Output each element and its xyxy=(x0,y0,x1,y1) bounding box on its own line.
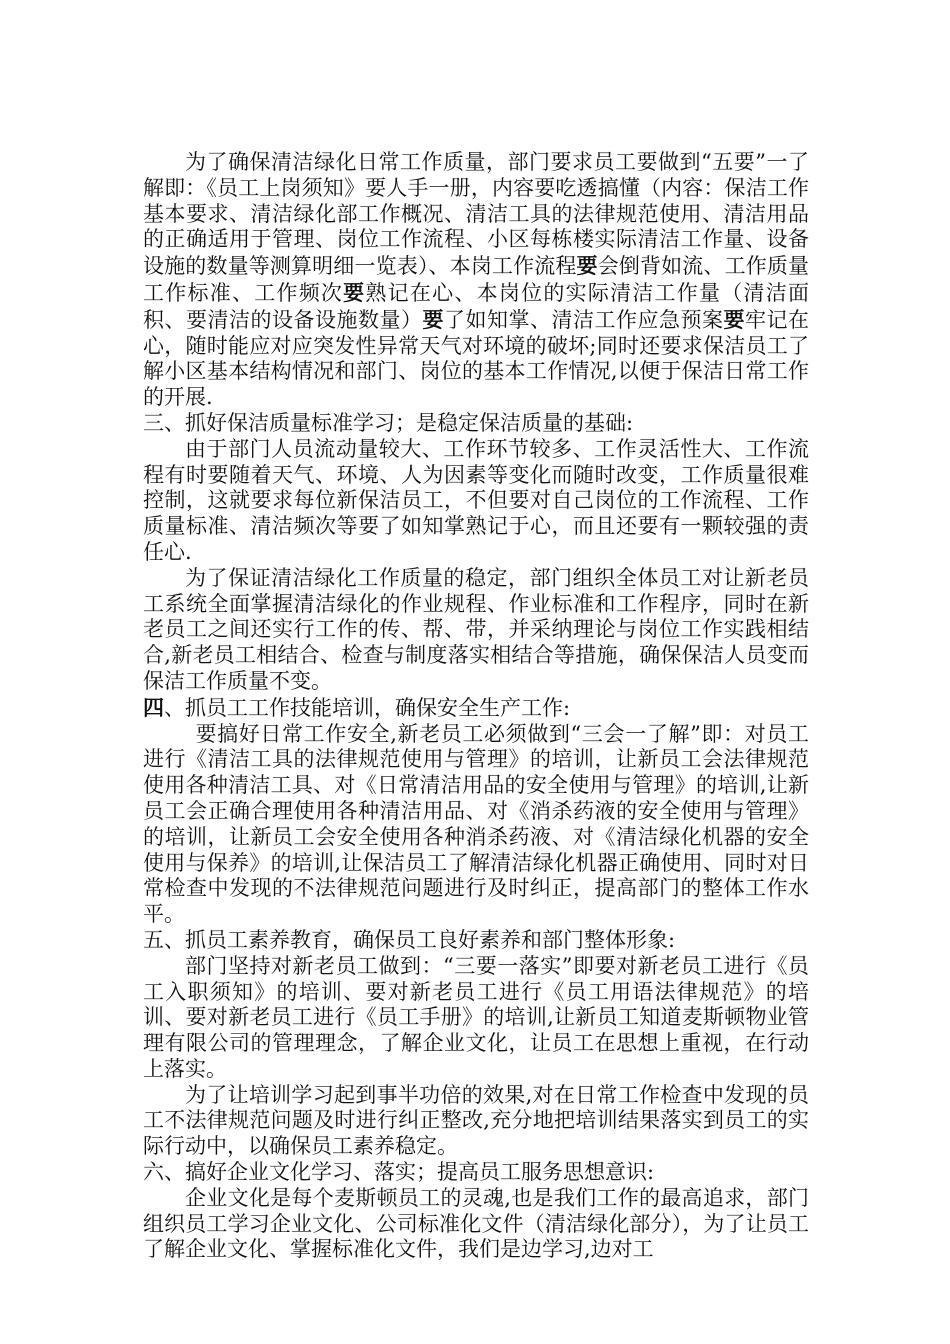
emphasis-text: 要 xyxy=(343,279,366,305)
text-run: 熟记在心、本岗位的实际清洁工作量（清洁面积、要清洁的设备设施数量） xyxy=(143,280,810,332)
paragraph-corporate-culture: 企业文化是每个麦斯顿员工的灵魂,也是我们工作的最高追求，部门组织员工学习企业文化、公司标准化文件（清洁绿化部分），为了让员工了解企业文化、掌握标准化文件，我们是边学习,边对工 xyxy=(143,1185,809,1262)
emphasis-text: 要 xyxy=(422,306,444,332)
paragraph-training-results: 为了让培训学习起到事半功倍的效果,对在日常工作检查中发现的员工不法律规范问题及时进行纠正整改,充分地把培训结果落实到员工的实际行动中，以确保员工素养稳定。 xyxy=(143,1082,809,1159)
paragraph-five-requirements xyxy=(143,150,809,411)
section-heading-six: 六、搞好企业文化学习、落实；提高员工服务思想意识: xyxy=(143,1160,655,1185)
paragraph-quality-stability: 为了保证清洁绿化工作质量的稳定，部门组织全体员工对让新老员工系统全面掌握清洁绿化的作业规程、作业标准和工作程序，同时在新老员工之间还实行工作的传、帮、带，并采纳理论与岗位工作实践相结合,新老员工相结合、检查与制度落实相结合等措施，确保保洁人员变而保洁工作质量不变。 xyxy=(143,565,809,693)
emphasis-text: 要 xyxy=(723,306,745,332)
paragraph-skills-training: 要搞好日常工作安全,新老员工必须做到“三会一了解”即：对员工进行《清洁工具的法律规范使用与管理》的培训，让新员工会法律规范使用各种清洁工具、对《日常清洁用品的安全使用与管理》的培训,让新员工会正确合理使用各种清洁用品、对《消杀药液的安全使用与管理》的培训，让新员工会安全使用各种消杀药液、对《清洁绿化机器的安全使用与保养》的培训,让保洁员工了解清洁绿化机器正确使用、同时对日常检查中发现的不法律规范问题进行及时纠正，提高部门的整体工作水平。 xyxy=(143,721,809,927)
section-heading-five: 五、抓员工素养教育，确保员工良好素养和部门整体形象: xyxy=(143,927,676,952)
text-run: 为了确保清洁绿化日常工作质量，部门要求员工要做到“五要”一了解即：《员工上岗须知》要人手一册，内容要吃透搞懂（内容：保洁工作基本要求、清洁绿化部工作概况、清洁工具的法律规范使用、清洁用品的正确适用于管理、岗位工作流程、小区每栋楼实际清洁工作量、设备设施的数量等测算明细一览表）、本岗工作流程 xyxy=(143,150,809,279)
heading-text: 、抓员工工作技能培训，确保安全生产工作: xyxy=(164,695,571,720)
heading-numeral: 四 xyxy=(143,694,164,720)
document-page xyxy=(143,150,809,1263)
section-heading-four xyxy=(143,695,809,722)
text-run: 牢记在心，随时能应对应突发性异常天气对环境的破坏;同时还要求保洁员工了解小区基本结构情况和部门、岗位的基本工作情况,以便于保洁日常工作的开展. xyxy=(143,307,809,410)
paragraph-quality-education: 部门坚持对新老员工做到：“三要一落实”即要对新老员工进行《员工入职须知》的培训、要对新老员工进行《员工用语法律规范》的培训、要对新老员工进行《员工手册》的培训,让新员工知道麦斯顿物业管理有限公司的管理理念，了解企业文化，让员工在思想上重视，在行动上落实。 xyxy=(143,953,809,1081)
emphasis-text: 要 xyxy=(576,253,598,279)
paragraph-quality-control: 由于部门人员流动量较大、工作环节较多、工作灵活性大、工作流程有时要随着天气、环境、人为因素等变化而随时改变，工作质量很难控制，这就要求每位新保洁员工，不但要对自己岗位的工作流程、工作质量标准、清洁频次等要了如知掌熟记于心，而且还要有一颗较强的责任心. xyxy=(143,436,809,564)
text-run: 了如知掌、清洁工作应急预案 xyxy=(444,307,724,332)
text-run: 会倒背如流、工作质量工作标准、工作频次 xyxy=(143,254,810,305)
section-heading-three: 三、抓好保洁质量标准学习；是稳定保洁质量的基础: xyxy=(143,410,634,435)
